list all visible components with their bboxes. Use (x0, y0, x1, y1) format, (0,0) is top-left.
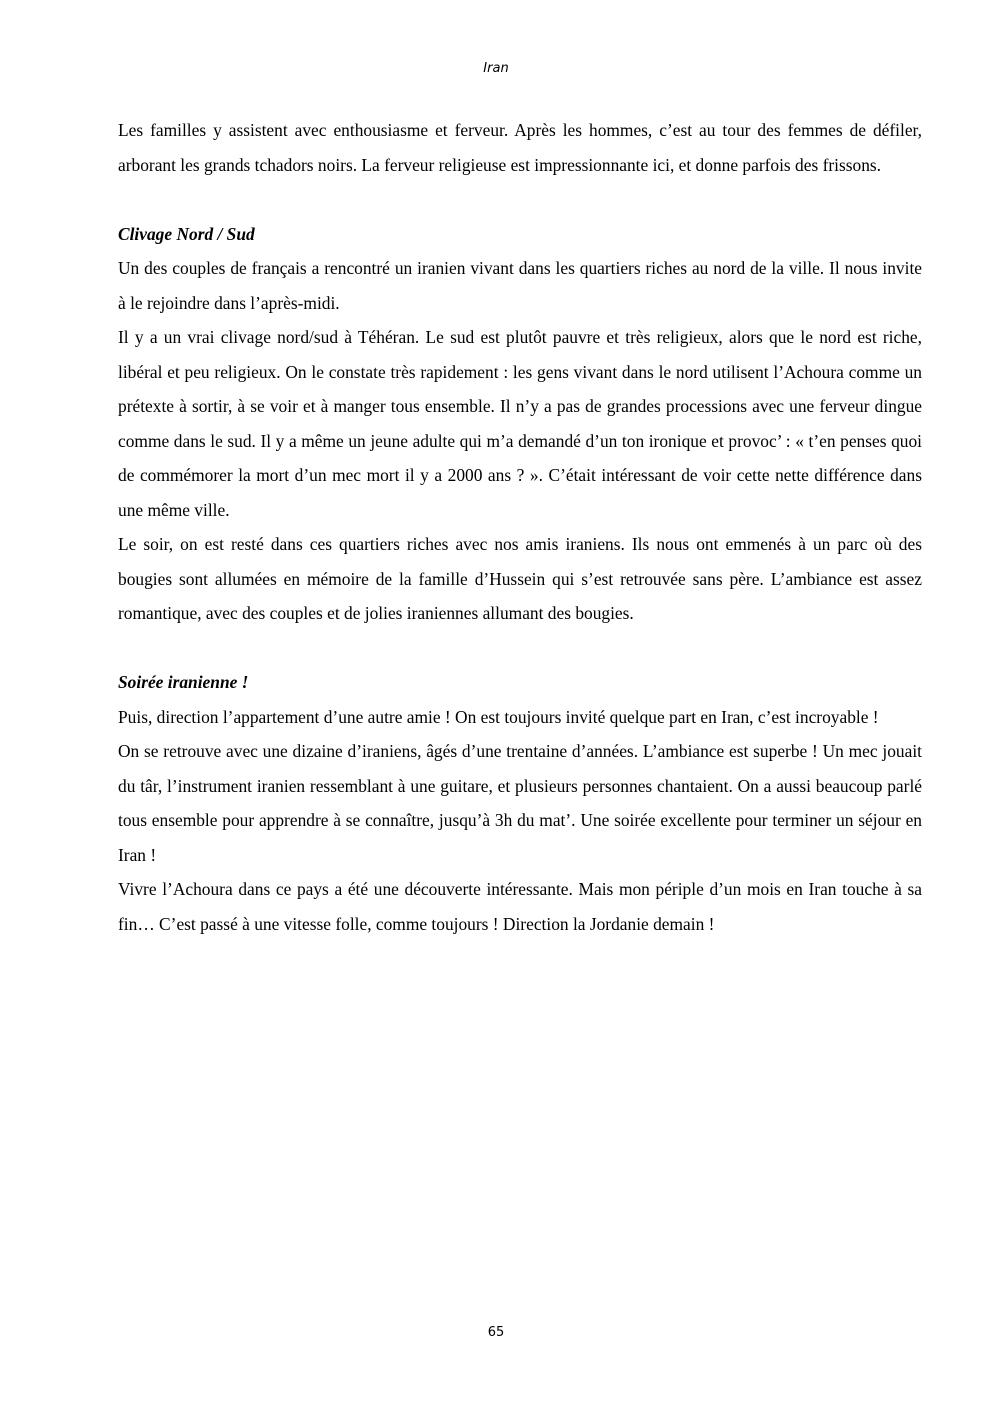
paragraph: Puis, direction l’appartement d’une autre amie ! On est toujours invité quelque part en Iran, c’est incroyable ! (118, 706, 879, 727)
paragraph: Le soir, on est resté dans ces quartiers riches avec nos amis iraniens. Ils nous ont emmenés à un parc où des bougies sont allumées en mémoire de la famille d’Hussein qui s’est retrouvée sans père. L’ambiance est assez romantique, avec des couples et de jolies iraniennes allumant des bougies. (118, 534, 922, 623)
section-heading-soiree: Soirée iranienne ! (118, 672, 249, 692)
running-header: Iran (483, 61, 509, 76)
section-heading-clivage: Clivage Nord / Sud (118, 223, 255, 244)
section-spacer (118, 182, 922, 217)
paragraph: Vivre l’Achoura dans ce pays a été une découverte intéressante. Mais mon périple d’un mois en Iran touche à sa fin… C’est passé à une vitesse folle, comme toujours ! Direction la Jordanie demain ! (118, 879, 922, 934)
paragraph: On se retrouve avec une dizaine d’iraniens, âgés d’une trentaine d’années. L’ambiance est superbe ! Un mec jouait du târ, l’instrument iranien ressemblant à une guitare, et plusieurs personnes chantaient. On a aussi beaucoup parlé tous ensemble pour apprendre à se connaître, jusqu’à 3h du mat’. Une soirée excellente pour terminer un séjour en Iran ! (118, 741, 922, 865)
page-number: 65 (487, 1325, 505, 1340)
paragraph: Un des couples de français a rencontré un iranien vivant dans les quartiers riches au nord de la ville. Il nous invite à le rejoindre dans l’après-midi. (118, 258, 922, 313)
document-body (118, 113, 922, 941)
intro-paragraph: Les familles y assistent avec enthousiasme et ferveur. Après les hommes, c’est au tour des femmes de défiler, arborant les grands tchadors noirs. La ferveur religieuse est impressionnante ici, et donne parfois des frissons. (118, 120, 922, 175)
paragraph: Il y a un vrai clivage nord/sud à Téhéran. Le sud est plutôt pauvre et très religieux, alors que le nord est riche, libéral et peu religieux. On le constate très rapidement : les gens vivant dans le nord utilisent l’Achoura comme un prétexte à sortir, à se voir et à manger tous ensemble. Il n’y a pas de grandes processions avec une ferveur dingue comme dans le sud. Il y a même un jeune adulte qui m’a demandé d’un ton ironique et provoc’ : « t’en penses quoi de commémorer la mort d’un mec mort il y a 2000 ans ? ». C’était intéressant de voir cette nette différence dans une même ville. (118, 327, 922, 520)
section-spacer (118, 631, 922, 666)
